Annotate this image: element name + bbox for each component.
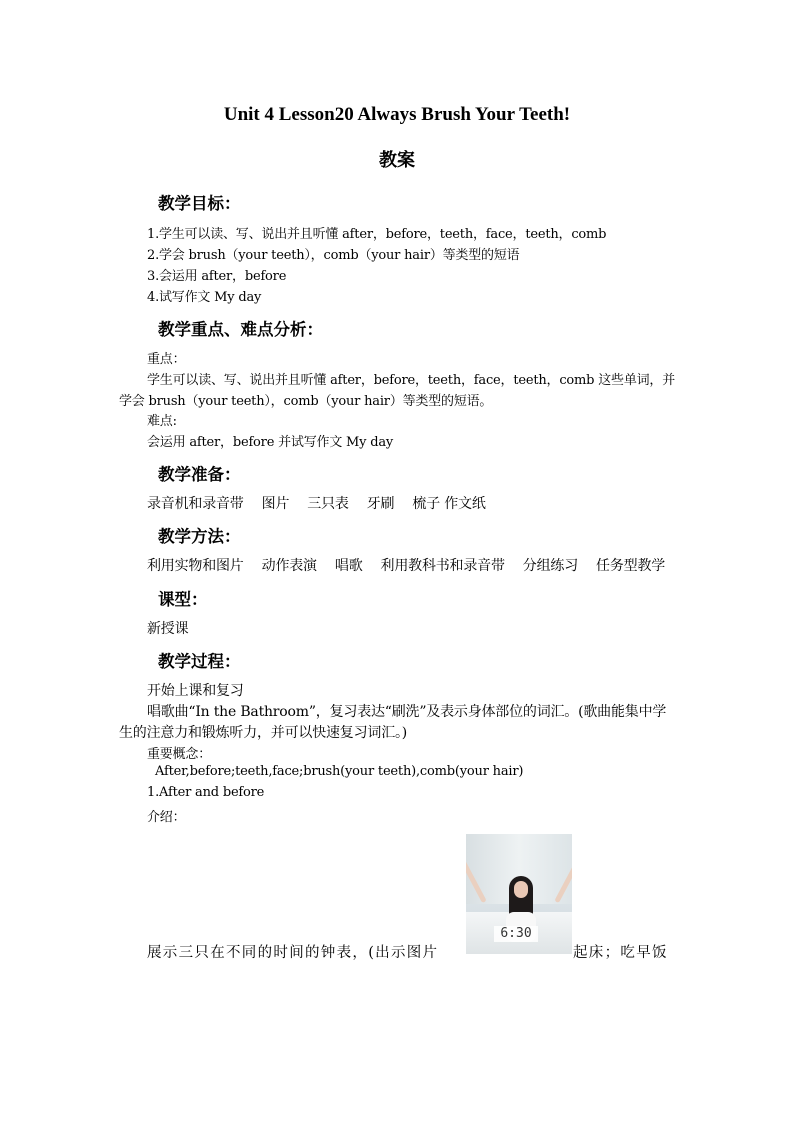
clock-time-label: 6:30 (494, 926, 538, 942)
process-song-cont: 生的注意力和锻炼听力，并可以快速复习词汇。) (119, 725, 408, 741)
difficult-point-label: 难点: (147, 414, 177, 429)
type-text: 新授课 (147, 621, 189, 637)
goal-item: 2.学会 brush（your teeth），comb（your hair）等类型的短语 (147, 248, 520, 263)
prep-heading: 教学准备： (158, 465, 241, 484)
prep-text: 录音机和录音带 图片 三只表 牙刷 梳子 作文纸 (147, 496, 486, 512)
difficult-point-text: 会运用 after，before 并试写作文 My day (147, 435, 394, 450)
method-text: 利用实物和图片 动作表演 唱歌 利用教科书和录音带 分组练习 任务型教学 (147, 558, 666, 574)
method-heading: 教学方法： (158, 527, 241, 546)
goal-item: 1.学生可以读、写、说出并且听懂 after，before，teeth，face，teeth，comb (147, 227, 607, 242)
photo-face (514, 881, 528, 898)
document-title: Unit 4 Lesson20 Always Brush Your Teeth! (223, 104, 571, 125)
concept-text: After,before;teeth,face;brush(your teeth),comb(your hair) (155, 764, 524, 779)
goal-item: 3.会运用 after，before (147, 269, 287, 284)
point-after-before: 1.After and before (147, 785, 265, 800)
goals-heading: 教学目标： (158, 194, 241, 213)
show-clocks-text: 展示三只在不同的时间的钟表，(出示图片 (147, 945, 439, 961)
wake-up-photo (466, 834, 572, 954)
process-song: 唱歌曲“In the Bathroom”，复习表达“刷洗”及表示身体部位的词汇。(歌曲能集中学 (147, 704, 667, 720)
type-heading: 课型： (158, 590, 208, 609)
key-point-text-cont: 学会 brush（your teeth），comb（your hair）等类型的短语。 (119, 394, 493, 409)
focus-heading: 教学重点、难点分析： (158, 320, 323, 339)
concept-label: 重要概念： (147, 747, 212, 762)
key-point-text: 学生可以读、写、说出并且听懂 after，before，teeth，face，teeth，comb 这些单词，并 (147, 373, 676, 388)
intro-label: 介绍： (147, 810, 186, 825)
document-subtitle: 教案 (379, 150, 415, 171)
goal-item: 4.试写作文 My day (147, 290, 262, 305)
show-clocks-text-cont: 起床；吃早饭 (573, 945, 668, 961)
process-heading: 教学过程： (158, 652, 241, 671)
key-point-label: 重点： (147, 352, 186, 367)
process-start: 开始上课和复习 (147, 683, 244, 699)
